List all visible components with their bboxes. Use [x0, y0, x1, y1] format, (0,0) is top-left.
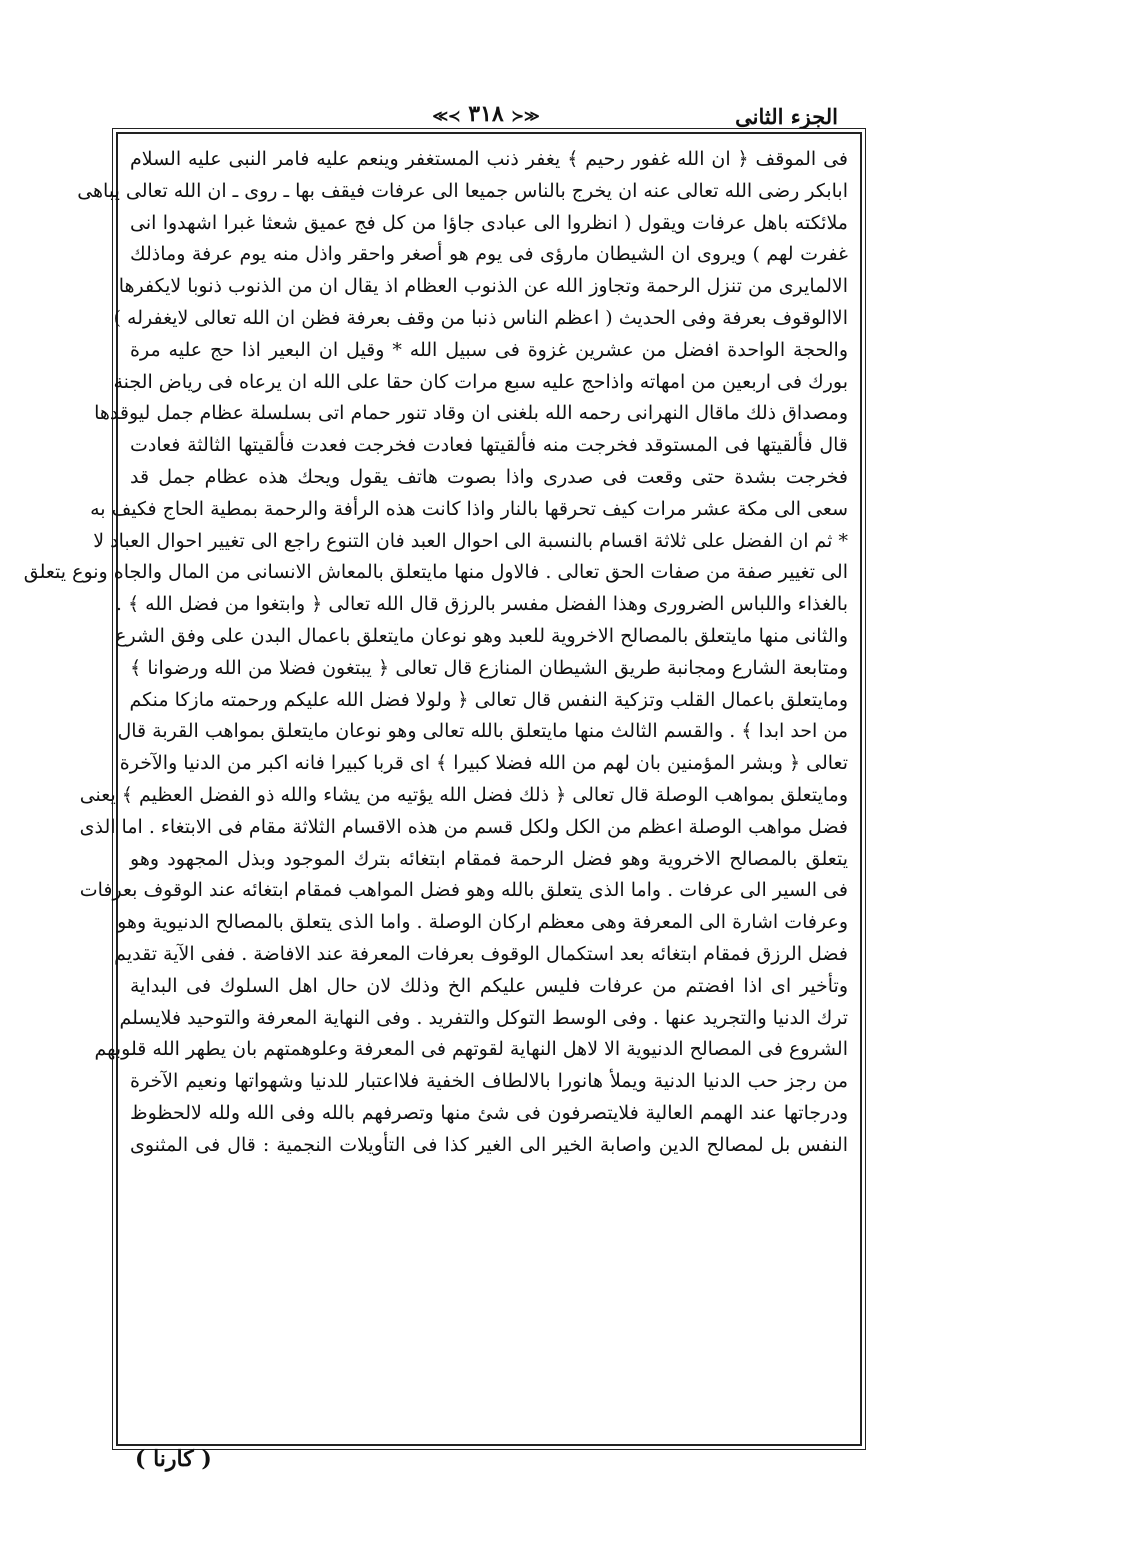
text-line: وتأخير اى اذا افضتم من عرفات فليس عليكم الخ وذلك لان حال اهل السلوك فى البداية: [130, 974, 848, 997]
text-line: سعى الى مكة عشر مرات كيف تحرقها بالنار واذا كانت هذه الرأفة والرحمة بمطية الحاج فكيف به: [90, 497, 848, 520]
text-line: ابابكر رضى الله تعالى عنه ان يخرج بالناس جميعا الى عرفات فيقف بها ـ روى ـ ان الله تعالى يباهى: [77, 179, 848, 202]
text-line: فضل مواهب الوصلة اعظم من الكل ولكل قسم من هذه الاقسام الثلاثة مقام فى الابتغاء . اما الذى: [79, 815, 848, 838]
text-line: ودرجاتها عند الهمم العالية فلايتصرفون فى شئ منها وتصرفهم بالله وفى الله ولله لالحظوظ: [130, 1101, 848, 1124]
text-line: والثانى منها مايتعلق بالمصالح الاخروية للعبد وهو نوعان مايتعلق باعمال البدن على وفق الشرع: [115, 624, 848, 647]
text-line: ومايتعلق باعمال القلب وتزكية النفس قال تعالى ﴿ ولولا فضل الله عليكم ورحمته مازكا منكم: [129, 688, 848, 711]
text-line: بالغذاء واللباس الضرورى وهذا الفضل مفسر بالرزق قال الله تعالى ﴿ وابتغوا من فضل الله ﴾ .: [115, 593, 848, 616]
ornament-right-icon: ≻≫: [511, 107, 540, 125]
text-line: من احد ابدا ﴾ . والقسم الثالث منها مايتعلق بالله تعالى وهو نوعان مايتعلق بمواهب القربة قال: [117, 720, 848, 743]
text-line: ومايتعلق بمواهب الوصلة قال تعالى ﴿ ذلك فضل الله يؤتيه من يشاء والله ذو الفضل العظيم ﴾ يعنى: [79, 783, 848, 806]
text-line: يتعلق بالمصالح الاخروية وهو فضل الرحمة فمقام ابتغائه بترك الموجود وبذل المجهود وهو: [130, 847, 848, 870]
text-line: النفس بل لمصالح الدين واصابة الخير الى الغير كذا فى التأويلات النجمية : قال فى المثنوى: [130, 1133, 848, 1156]
footer-signature: ( كارنا ): [135, 1446, 212, 1472]
text-line: تعالى ﴿ وبشر المؤمنين بان لهم من الله فضلا كبيرا ﴾ اى قربا كبيرا فانه اكبر من الدنيا والآخرة: [119, 752, 848, 775]
text-line: ترك الدنيا والتجريد عنها . وفى الوسط التوكل والتفريد . وفى النهاية المعرفة والتوحيد فلايسلم: [119, 1006, 848, 1029]
text-line: فى الموقف ﴿ ان الله غفور رحيم ﴾ يغفر ذنب المستغفر وينعم عليه فامر النبى عليه السلام: [130, 148, 848, 170]
text-line: والحجة الواحدة افضل من عشرين غزوة فى سبيل الله * وقيل ان البعير اذا حج عليه مرة: [130, 338, 848, 361]
page-number: ٣١٨: [468, 101, 504, 127]
text-line: فخرجت بشدة حتى وقعت فى صدرى واذا بصوت هاتف يقول ويحك هذه عظام جمل قد: [130, 465, 848, 488]
text-line: بورك فى اربعين من امهاته واذاحج عليه سبع مرات كان حقا على الله ان يرعاه فى رياض الجنة: [113, 370, 848, 393]
page-number-block: [424, 101, 548, 127]
part-title: الجزء الثانى: [735, 104, 838, 129]
text-line: ومتابعة الشارع ومجانبة طريق الشيطان المنازع قال تعالى ﴿ يبتغون فضلا من الله ورضوانا ﴾: [130, 656, 848, 679]
text-line: الى تغيير صفة من صفات الحق تعالى . فالاول منها مايتعلق بالمعاش الانسانى من المال والجاه ونوع يتعلق: [23, 561, 848, 584]
text-frame: [23, 132, 862, 1446]
text-line: الشروع فى المصالح الدنيوية الا لاهل النهاية لقوتهم فى المعرفة وعلوهمتهم بان يطهر الله قلوبهم: [94, 1038, 848, 1061]
text-line: غفرت لهم ) ويروى ان الشيطان مارؤى فى يوم هو أصغر واحقر واذل منه يوم عرفة وماذلك: [130, 243, 848, 266]
text-line: الالمايرى من تنزل الرحمة وتجاوز الله عن الذنوب العظام اذ يقال ان من الذنوب ذنوبا لايكفرها: [118, 275, 848, 298]
text-line: من رجز حب الدنيا الدنية ويملأ هانورا بالالطاف الخفية فلااعتبار للدنيا وشهواتها ونعيم الآخرة: [130, 1070, 849, 1093]
text-line: وعرفات اشارة الى المعرفة وهى معظم اركان الوصلة . واما الذى يتعلق بالمصالح الدنيوية وهو: [117, 911, 848, 934]
text-line: قال فألقيتها فى المستوقد فخرجت منه فألقيتها فعادت فخرجت فعدت فألقيتها الثالثة فعادت: [130, 434, 848, 457]
text-body: [23, 144, 849, 1162]
text-line: ومصداق ذلك ماقال النهرانى رحمه الله بلغنى ان وقاد تنور حمام اتى بسلسلة عظام جمل ليوقدها: [94, 402, 848, 425]
ornament-left-icon: ≪≺: [432, 107, 461, 125]
text-line: فضل الرزق فمقام ابتغائه بعد استكمال الوقوف بعرفات المعرفة عند الافاضة . ففى الآية تقديم: [114, 942, 848, 965]
text-line: ملائكته باهل عرفات ويقول ( انظروا الى عبادى جاؤا من كل فج عميق شعثا غبرا اشهدوا انى: [130, 211, 848, 234]
text-line: الاالوقوف بعرفة وفى الحديث ( اعظم الناس ذنبا من وقف بعرفة فظن ان الله تعالى لايغفرله ): [113, 306, 848, 329]
text-line: فى السير الى عرفات . واما الذى يتعلق بالله وهو فضل المواهب فمقام ابتغائه عند الوقوف بعرفات: [79, 879, 848, 902]
text-line: * ثم ان الفضل على ثلاثة اقسام بالنسبة الى احوال العبد فان التنوع راجع الى تغيير احوال العباد لا: [93, 529, 848, 552]
